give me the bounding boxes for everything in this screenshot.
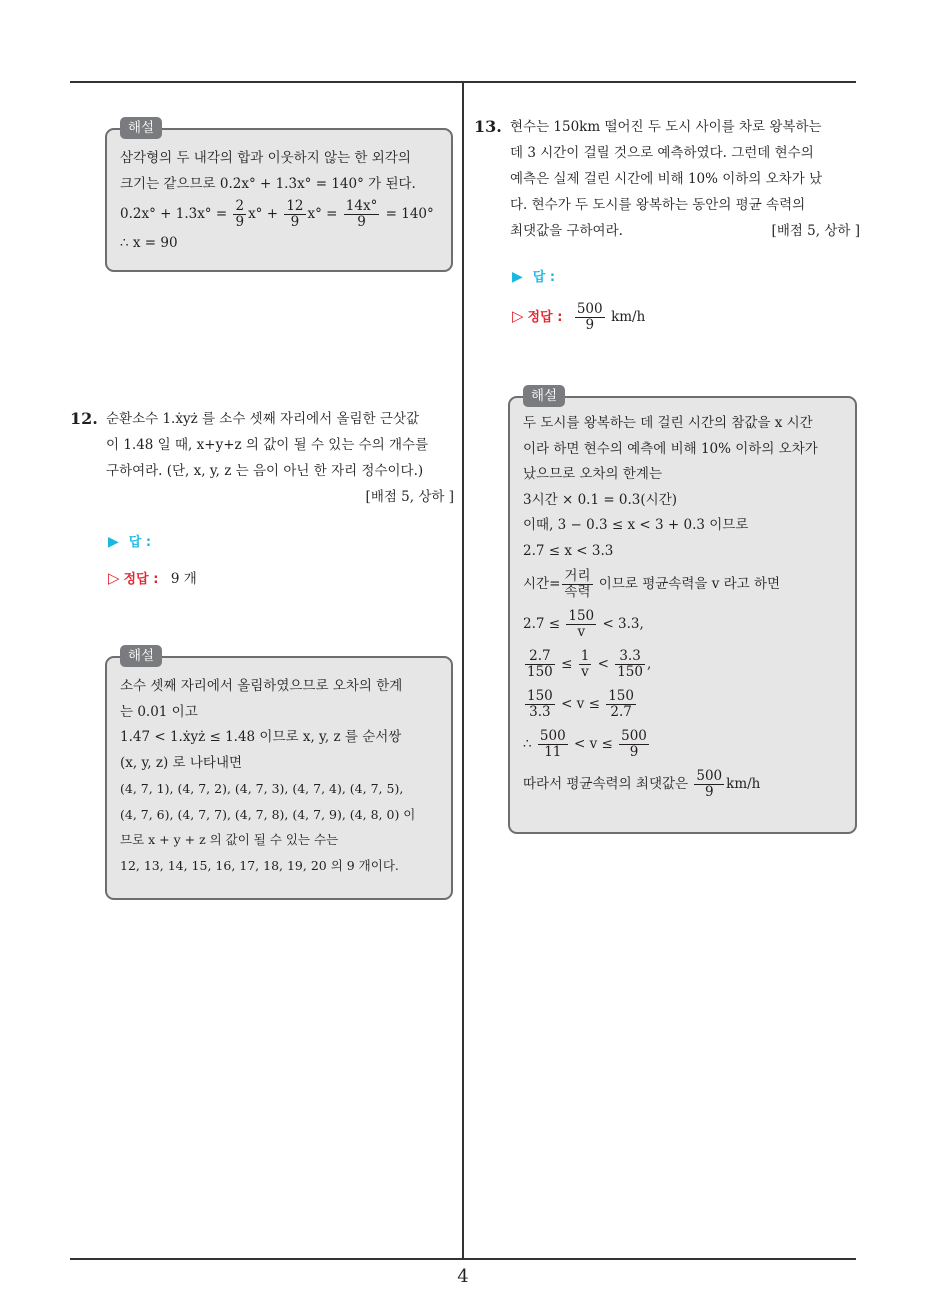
- column-divider: [462, 82, 464, 1258]
- correct-value: 9 개: [170, 571, 197, 587]
- answer-line-13: [512, 267, 555, 288]
- fraction: $\frac{1}{v}$: [580, 648, 590, 680]
- fraction: $\frac{500}{9}$: [696, 768, 723, 800]
- inequality: 2.7 ≤ $\frac{150}{v}$ < 3.3,: [523, 608, 644, 640]
- problem-line: 구하여라. (단, x, y, z 는 음이 아닌 한 자리 정수이다.): [106, 463, 424, 479]
- play-icon: ▶: [108, 534, 119, 550]
- correct-answer-13: [512, 296, 645, 338]
- problem-line: 데 3 시간이 걸릴 것으로 예측하였다. 그런데 현수의: [510, 145, 814, 161]
- fraction: $\frac{500}{9}$: [576, 300, 603, 333]
- fraction: $\frac{500}{11}$: [539, 728, 566, 760]
- solution-line: 3시간 × 0.1 = 0.3(시간): [523, 491, 678, 508]
- solution-line: (4, 7, 6), (4, 7, 7), (4, 7, 8), (4, 7, 9), (4, 8, 0) 이: [120, 806, 416, 822]
- correct-answer-12: [108, 568, 197, 590]
- problem-number: 12.: [70, 409, 98, 428]
- fraction: $\frac{150}{3.3}$: [527, 688, 553, 720]
- inequality: $\frac{150}{3.3}$ < v ≤ $\frac{150}{2.7}$: [527, 688, 634, 720]
- solution-line: (4, 7, 1), (4, 7, 2), (4, 7, 3), (4, 7, 4), (4, 7, 5),: [120, 781, 404, 796]
- problem-text: [106, 406, 454, 510]
- page-number: 4: [457, 1266, 469, 1287]
- solution-line: (x, y, z) 로 나타내면: [120, 754, 243, 771]
- problem-line: 순환소수 1.ẋyż 를 소수 셋째 자리에서 올림한 근삿값: [106, 411, 420, 427]
- solution-line: 는 0.01 이고: [120, 703, 198, 720]
- outline-play-icon: ▷: [512, 307, 524, 325]
- equation-term: x° =: [307, 206, 338, 222]
- correct-label: 정답 :: [123, 572, 159, 587]
- answer-line-12: [108, 532, 151, 553]
- solution-line: 1.47 < 1.ẋyż ≤ 1.48 이므로 x, y, z 를 순서쌍: [120, 729, 402, 745]
- problem-text: [510, 114, 860, 244]
- problem-line: 이 1.48 일 때, x+y+z 의 값이 될 수 있는 수의 개수를: [106, 437, 429, 453]
- correct-unit: km/h: [611, 309, 646, 325]
- inequality: $\frac{2.7}{150}$ ≤ $\frac{1}{v}$ < $\frac{3.3}{150}$ ,: [527, 648, 652, 680]
- solution-line: 두 도시를 왕복하는 데 걸린 시간의 참값을 x 시간: [523, 415, 813, 431]
- play-icon: ▶: [512, 269, 523, 285]
- fraction: $\frac{500}{9}$: [621, 728, 647, 760]
- solution-line: 12, 13, 14, 15, 16, 17, 18, 19, 20 의 9 개이다.: [120, 857, 399, 873]
- correct-label: 정답 :: [527, 310, 563, 325]
- fraction: $\frac{\text{거리}}{\text{속력}}$: [564, 568, 591, 600]
- solution-tag: 해설: [120, 645, 162, 667]
- time-formula: 시간= $\frac{\text{거리}}{\text{속력}}$ 이므로 평균속력을 v 라고 하면: [523, 568, 781, 600]
- solution-line: 이라 하면 현수의 예측에 비해 10% 이하의 오차가: [523, 440, 818, 457]
- score-label: [배점 5, 상하 ]: [365, 489, 454, 505]
- fraction: $\frac{3.3}{150}$: [617, 648, 643, 680]
- bottom-rule: [70, 1258, 856, 1260]
- answer-label: 답 :: [128, 535, 152, 550]
- fraction: $\frac{12}{9}$: [286, 198, 304, 230]
- fraction: $\frac{2.7}{150}$: [527, 648, 553, 680]
- solution-line: 삼각형의 두 내각의 합과 이웃하지 않는 한 외각의: [120, 150, 411, 166]
- answer-label: 답 :: [532, 270, 556, 285]
- solution-box-13: [508, 388, 857, 834]
- solution-box-12: [105, 648, 453, 900]
- solution-tag: 해설: [523, 385, 565, 407]
- solution-line: 2.7 ≤ x < 3.3: [523, 542, 614, 559]
- equation-term: = 140°: [385, 206, 434, 222]
- problem-line: 현수는 150km 떨어진 두 도시 사이를 차로 왕복하는: [510, 119, 822, 135]
- solution-conclusion: ∴ x = 90: [120, 235, 178, 251]
- equation-term: x° +: [248, 206, 279, 222]
- fraction: $\frac{14x^\circ}{9}$: [345, 198, 378, 230]
- solution-box-11: [105, 120, 453, 272]
- inequality: ∴ $\frac{500}{11}$ < v ≤ $\frac{500}{9}$: [523, 728, 647, 760]
- solution-line: 이때, 3 − 0.3 ≤ x < 3 + 0.3 이므로: [523, 517, 749, 533]
- solution-line: 소수 셋째 자리에서 올림하였으므로 오차의 한계: [120, 678, 403, 694]
- outline-play-icon: ▷: [108, 569, 120, 587]
- problem-line: 다. 현수가 두 도시를 왕복하는 동안의 평균 속력의: [510, 197, 806, 213]
- problem-number: 13.: [474, 117, 502, 136]
- problem-line: 예측은 실제 걸린 시간에 비해 10% 이하의 오차가 났: [510, 171, 823, 187]
- solution-tag: 해설: [120, 117, 162, 139]
- problem-line: 최댓값을 구하여라.: [510, 223, 623, 239]
- solution-equation: [120, 197, 438, 231]
- final-answer: 따라서 평균속력의 최댓값은 $\frac{500}{9}$ km/h: [523, 768, 761, 800]
- fraction: $\frac{150}{2.7}$: [608, 688, 634, 720]
- fraction: $\frac{150}{v}$: [568, 608, 595, 640]
- solution-line: 므로 x + y + z 의 값이 될 수 있는 수는: [120, 832, 339, 847]
- equation-left: 0.2̇x° + 1.3̇x° =: [120, 206, 228, 222]
- solution-line: 크기는 같으므로 0.2̇x° + 1.3̇x° = 140° 가 된다.: [120, 175, 416, 192]
- fraction: $\frac{2}{9}$: [235, 198, 245, 230]
- solution-line: 났으므로 오차의 한계는: [523, 466, 662, 482]
- score-label: [배점 5, 상하 ]: [771, 223, 860, 239]
